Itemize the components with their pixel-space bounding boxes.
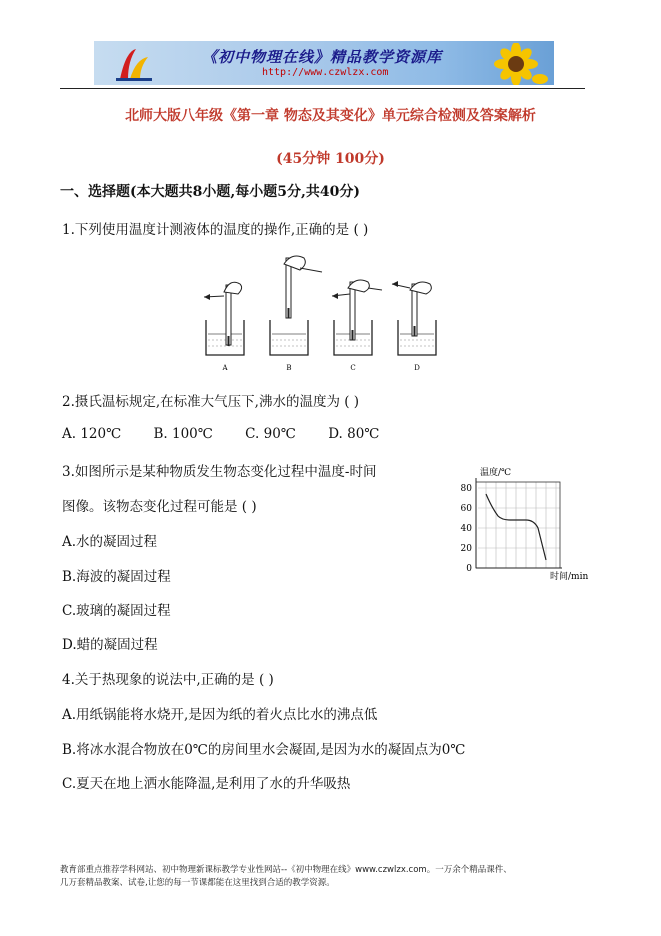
question-1-stem: 1.下列使用温度计测液体的温度的操作,正确的是 ( ) <box>62 222 369 238</box>
q2-option-b[interactable]: B. 100℃ <box>153 426 213 442</box>
question-3-stem-line1: 3.如图所示是某种物质发生物态变化过程中温度-时间 <box>62 464 377 480</box>
q2-option-a[interactable]: A. 120℃ <box>62 426 122 442</box>
beaker-c <box>332 280 382 355</box>
page-subtitle: (45分钟 100分) <box>276 151 385 167</box>
section-heading: 一、选择题(本大题共8小题,每小题5分,共40分) <box>60 184 360 200</box>
y-tick-40: 40 <box>460 524 472 534</box>
site-logo-icon <box>114 45 154 83</box>
beaker-d <box>392 281 436 355</box>
banner-title: 《初中物理在线》精品教学资源库 <box>202 48 443 66</box>
header-rule <box>60 88 585 89</box>
figure-label-d: D <box>414 364 420 372</box>
graph-xlabel: 时间/min <box>550 572 589 582</box>
figure-label-a: A <box>222 364 228 372</box>
q2-option-d[interactable]: D. 80℃ <box>328 426 380 442</box>
page-title: 北师大版八年级《第一章 物态及其变化》单元综合检测及答案解析 <box>125 108 536 124</box>
q3-option-a[interactable]: A.水的凝固过程 <box>62 534 158 550</box>
q4-option-c[interactable]: C.夏天在地上洒水能降温,是利用了水的升华吸热 <box>62 776 351 792</box>
q3-option-c[interactable]: C.玻璃的凝固过程 <box>62 603 171 619</box>
banner-url[interactable]: http://www.czwlzx.com <box>262 67 389 78</box>
q4-option-b[interactable]: B.将冰水混合物放在0℃的房间里水会凝固,是因为水的凝固点为0℃ <box>62 742 466 758</box>
question-4-stem: 4.关于热现象的说法中,正确的是 ( ) <box>62 672 274 688</box>
question-2-options <box>62 426 407 442</box>
graph-grid <box>478 482 560 568</box>
q3-option-b[interactable]: B.海波的凝固过程 <box>62 569 171 585</box>
footer-line-2: 几万套精品教案、试卷,让您的每一节课都能在这里找到合适的教学资源。 <box>60 878 335 888</box>
graph-ylabel: 温度/℃ <box>480 468 512 478</box>
beaker-a <box>204 282 244 355</box>
page-footer <box>60 864 600 890</box>
question-2-stem: 2.摄氏温标规定,在标准大气压下,沸水的温度为 ( ) <box>62 394 360 410</box>
question-3-stem-line2: 图像。该物态变化过程可能是 ( ) <box>62 499 257 515</box>
thermometer-figure <box>200 250 440 375</box>
y-tick-0: 0 <box>466 564 472 574</box>
q3-option-d[interactable]: D.蜡的凝固过程 <box>62 637 158 653</box>
beaker-b <box>270 256 322 355</box>
y-tick-80: 80 <box>460 484 472 494</box>
header-banner <box>94 41 554 85</box>
footer-line-1: 教育部重点推荐学科网站、初中物理新课标教学专业性网站--《初中物理在线》www.czwlzx.com。一万余个精品课件、 <box>60 865 512 875</box>
y-tick-60: 60 <box>460 504 472 514</box>
sunflower-icon <box>484 43 548 85</box>
temperature-time-graph <box>440 462 600 584</box>
q2-option-c[interactable]: C. 90℃ <box>245 426 296 442</box>
figure-label-c: C <box>350 364 356 372</box>
figure-label-b: B <box>286 364 292 372</box>
y-tick-20: 20 <box>460 544 472 554</box>
q4-option-a[interactable]: A.用纸锅能将水烧开,是因为纸的着火点比水的沸点低 <box>62 707 378 723</box>
graph-frame <box>476 482 560 568</box>
